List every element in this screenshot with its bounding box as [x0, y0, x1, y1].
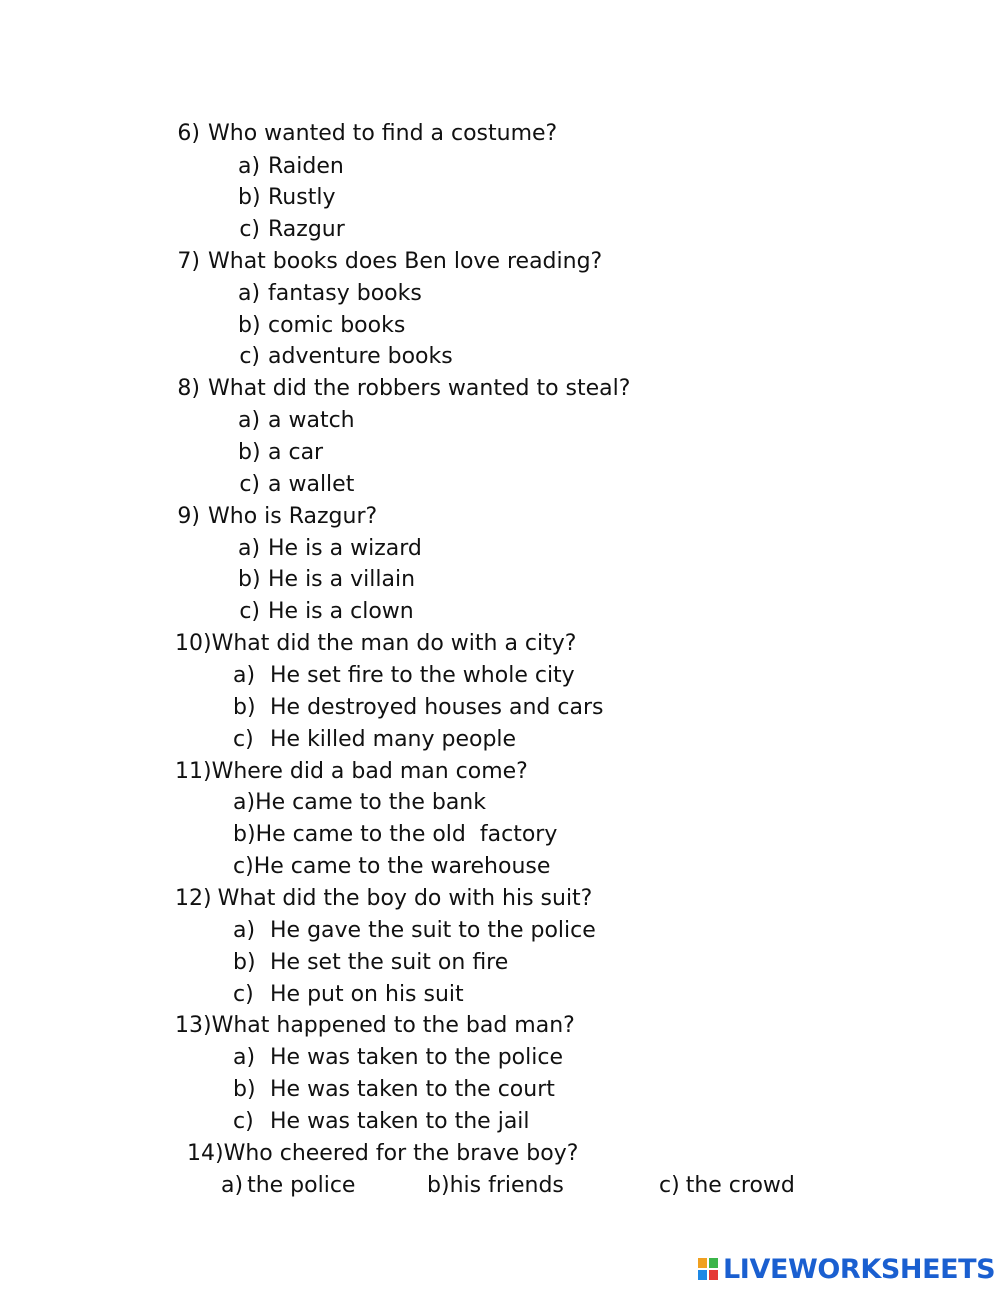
- question-text: Who cheered for the brave boy?: [223, 1141, 579, 1166]
- option-letter: a): [221, 1173, 244, 1198]
- question-number: 8): [177, 376, 200, 401]
- option-letter: b): [233, 822, 256, 847]
- option-letter: b): [427, 1173, 450, 1198]
- option-text: He came to the warehouse: [253, 854, 551, 879]
- option-letter: c): [239, 217, 260, 242]
- option-letter: c): [239, 599, 260, 624]
- question-text: Who is Razgur?: [208, 504, 378, 529]
- logo-tile-blue: [697, 1269, 708, 1281]
- option-text: He destroyed houses and cars: [270, 695, 604, 720]
- option-letter: a): [233, 1045, 256, 1070]
- option-text: He is a wizard: [268, 536, 422, 561]
- option-letter: b): [238, 185, 261, 210]
- option-text: a car: [268, 440, 324, 465]
- option-text: Raiden: [268, 154, 344, 179]
- option-text: the police: [247, 1173, 356, 1198]
- option-letter: a): [238, 536, 261, 561]
- question-text: What did the robbers wanted to steal?: [208, 376, 631, 401]
- option-text: his friends: [449, 1173, 564, 1198]
- option-14c[interactable]: [645, 1147, 795, 1199]
- option-letter: b): [238, 440, 261, 465]
- option-14b[interactable]: [413, 1147, 564, 1199]
- option-text: Rustly: [268, 185, 336, 210]
- option-text: He was taken to the court: [270, 1077, 555, 1102]
- option-text: He came to the old factory: [255, 822, 558, 847]
- option-letter: c): [233, 1109, 254, 1134]
- logo-text: LIVEWORKSHEETS: [723, 1253, 996, 1285]
- question-number: 6): [177, 121, 200, 146]
- option-letter: a): [238, 154, 261, 179]
- option-letter: b): [233, 695, 256, 720]
- option-letter: b): [233, 1077, 256, 1102]
- option-letter: a): [238, 281, 261, 306]
- option-letter: a): [233, 790, 256, 815]
- option-letter: c): [239, 344, 260, 369]
- option-letter: c): [233, 854, 254, 879]
- option-letter: b): [238, 567, 261, 592]
- option-text: the crowd: [685, 1173, 795, 1198]
- logo-tile-orange: [697, 1257, 708, 1269]
- option-text: He was taken to the jail: [270, 1109, 530, 1134]
- option-letter: b): [238, 313, 261, 338]
- option-letter: c): [233, 982, 254, 1007]
- option-letter: c): [659, 1173, 680, 1198]
- option-letter: a): [233, 663, 256, 688]
- option-letter: a): [238, 408, 261, 433]
- question-number: 10): [175, 631, 212, 656]
- option-text: He set fire to the whole city: [270, 663, 575, 688]
- option-text: He set the suit on fire: [270, 950, 509, 975]
- option-text: comic books: [268, 313, 406, 338]
- option-letter: a): [233, 918, 256, 943]
- option-letter: b): [233, 950, 256, 975]
- question-number: 13): [175, 1013, 212, 1038]
- option-letter: c): [239, 472, 260, 497]
- question-text: What did the boy do with his suit?: [217, 886, 593, 911]
- question-6: [162, 95, 557, 147]
- option-text: Razgur: [268, 217, 345, 242]
- question-text: What did the man do with a city?: [211, 631, 577, 656]
- question-text: What happened to the bad man?: [211, 1013, 575, 1038]
- question-number: 12): [175, 886, 212, 911]
- option-text: He came to the bank: [255, 790, 486, 815]
- option-text: a wallet: [268, 472, 355, 497]
- option-text: adventure books: [268, 344, 453, 369]
- liveworksheets-logo: [697, 1254, 995, 1284]
- option-letter: c): [233, 727, 254, 752]
- question-number: 11): [175, 759, 212, 784]
- question-number: 9): [177, 504, 200, 529]
- question-number: 7): [177, 249, 200, 274]
- option-14a[interactable]: [207, 1147, 355, 1199]
- liveworksheets-logo-icon: [697, 1257, 719, 1281]
- option-text: He is a clown: [268, 599, 414, 624]
- logo-tile-green: [708, 1257, 719, 1269]
- option-text: He is a villain: [268, 567, 416, 592]
- question-text: What books does Ben love reading?: [208, 249, 603, 274]
- option-text: fantasy books: [268, 281, 422, 306]
- option-text: He killed many people: [270, 727, 517, 752]
- option-text: He was taken to the police: [270, 1045, 563, 1070]
- question-text: Who wanted to find a costume?: [208, 121, 558, 146]
- question-text: Where did a bad man come?: [211, 759, 528, 784]
- question-number: 14): [187, 1141, 224, 1166]
- option-text: He put on his suit: [270, 982, 464, 1007]
- option-text: He gave the suit to the police: [270, 918, 596, 943]
- logo-tile-red: [708, 1269, 719, 1281]
- option-text: a watch: [268, 408, 355, 433]
